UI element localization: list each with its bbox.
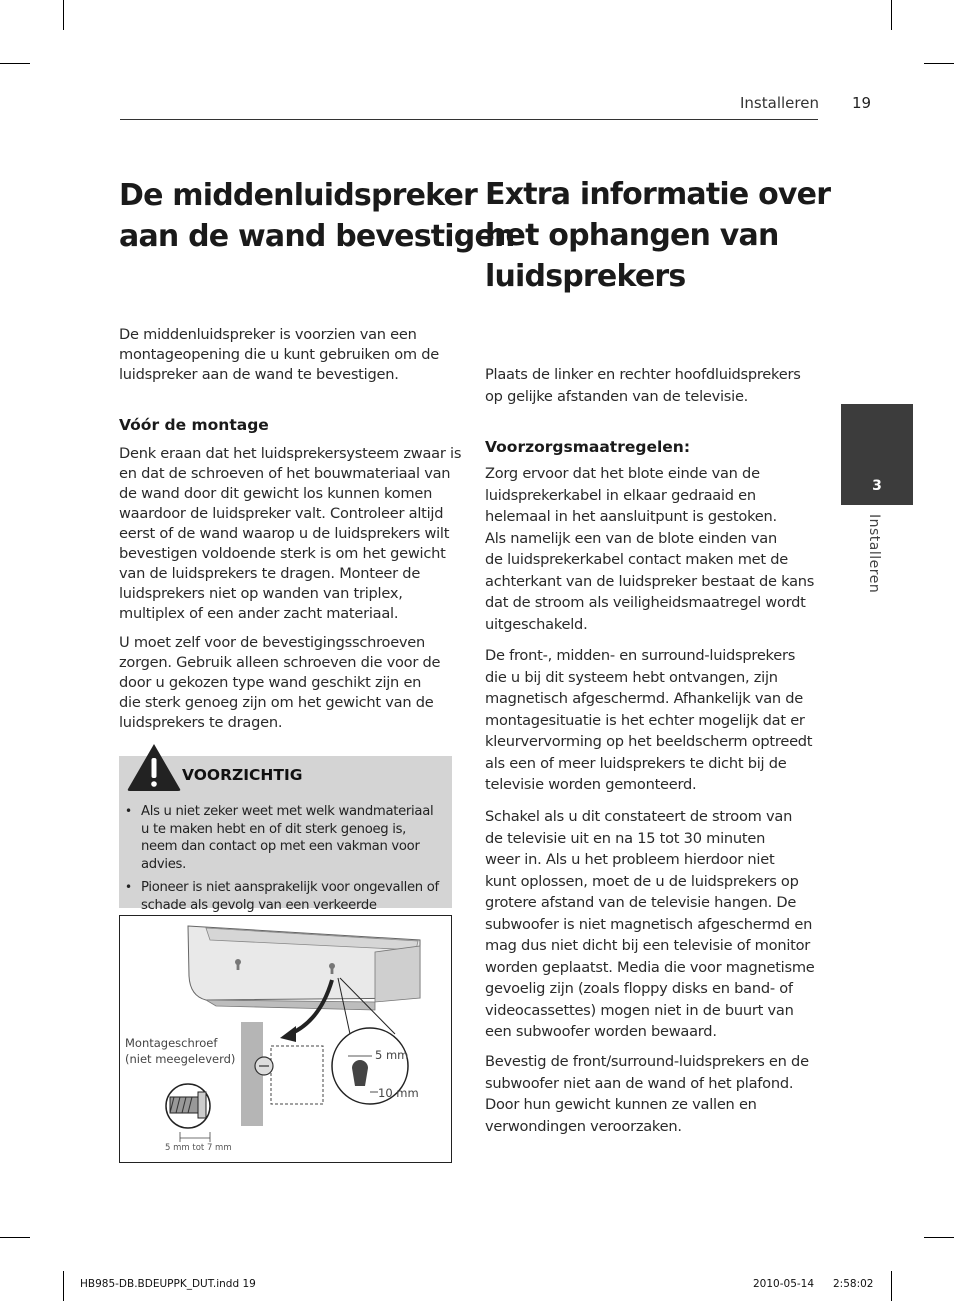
right-subheading: Voorzorgsmaatregelen: (485, 438, 691, 456)
right-paragraph-2: De front-, midden- en surround-luidsprekers die u bij dit systeem hebt ontvangen, zijn magnetisch afgeschermd. Afhankelijk van de montagesituatie is het echter mogelijk dat er kleurvervorming op het beeldscherm optreedt als een of meer luidsprekers te dicht bij de televisie worden gemonteerd. (485, 647, 813, 793)
footer-date: 2010-05-14 (753, 1278, 815, 1290)
screw-label: Montageschroef (niet meegeleverd) (125, 1036, 236, 1066)
title-line: het ophangen van (485, 218, 779, 253)
footer-filename: HB985-DB.BDEUPPK_DUT.indd 19 (80, 1278, 256, 1290)
crop-mark (0, 63, 30, 64)
right-paragraph-4: Bevestig de front/surround-luidsprekers en de subwoofer niet aan de wand of het plafond. Door hun gewicht kunnen ze vallen en verwondingen veroorzaken. (485, 1053, 809, 1135)
right-paragraph-3: Schakel als u dit constateert de stroom van de televisie uit en na 15 tot 30 minuten weer in. Als u het probleem hierdoor niet kunt oplossen, moet de u de luidsprekers op grotere afstand van de televisie hangen. De subwoofer is niet magnetisch afgeschermd en mag dus niet dicht bij een televisie of monitor worden geplaatst. Media die voor magnetisme gevoelig zijn (zoals floppy disks en band- of videocassettes) mogen niet in de buurt van een subwoofer worden bewaard. (485, 808, 815, 1040)
crop-mark (891, 1271, 892, 1301)
mounting-figure (119, 915, 452, 1163)
caution-item: • Als u niet zeker weet met welk wandmateriaal u te maken hebt en of dit sterk genoeg is, neem dan contact op met een vakman voor advies. (119, 803, 441, 873)
title-line: aan de wand bevestigen (119, 219, 515, 254)
crop-mark (63, 1271, 64, 1301)
left-intro: De middenluidspreker is voorzien van een montageopening die u kunt gebruiken om de luidspreker aan de wand te bevestigen. (119, 326, 439, 383)
running-header-section: Installeren (740, 94, 819, 112)
left-paragraph-2: U moet zelf voor de bevestigingsschroeven zorgen. Gebruik alleen schroeven die voor de door u gekozen type wand geschikt zijn en die sterk genoeg zijn om het gewicht van de luidsprekers te dragen. (119, 634, 441, 731)
caution-item: • Pioneer is niet aansprakelijk voor ongevallen of schade als gevolg van een verkeerde (119, 879, 441, 932)
header-rule (120, 119, 818, 120)
crop-mark (63, 0, 64, 30)
title-line: De middenluidspreker (119, 178, 478, 213)
right-paragraph-1: Zorg ervoor dat het blote einde van de luidsprekerkabel in elkaar gedraaid en helemaal in het aansluitpunt is gestoken. Als namelijk een van de blote einden van de luidsprekerkabel contact maken met de achterkant van de luidspreker bestaat de kans dat de stroom als veiligheidsmaatregel wordt uitgeschakeld. (485, 465, 815, 633)
dimension-screw: 5 mm tot 7 mm (165, 1143, 232, 1153)
crop-mark (924, 1237, 954, 1238)
footer-time: 2:58:02 (833, 1278, 874, 1290)
right-intro: Plaats de linker en rechter hoofdluidsprekers op gelijke afstanden van de televisie. (485, 366, 801, 405)
warning-triangle-icon (126, 742, 182, 792)
caution-title: VOORZICHTIG (182, 766, 303, 784)
crop-mark (0, 1237, 30, 1238)
crop-mark (891, 0, 892, 30)
dimension-length: 10 mm (378, 1086, 419, 1100)
left-paragraph-1: Denk eraan dat het luidsprekersysteem zwaar is en dat de schroeven of het bouwmateriaal van de wand door dit gewicht los kunnen komen waardoor de luidspreker valt. Controleer altijd eerst of de wand waarop u de luidsprekers wilt bevestigen voldoende sterk is om het gewicht van de luidsprekers te dragen. Monteer de luidsprekers niet op wanden van triplex, multiplex of een ander zacht materiaal. (119, 445, 462, 622)
title-line: luidsprekers (485, 259, 686, 294)
chapter-number: 3 (872, 478, 882, 494)
dimension-head: 5 mm (375, 1048, 409, 1062)
crop-mark (924, 63, 954, 64)
page-number: 19 (852, 94, 872, 112)
left-subheading: Vóór de montage (119, 416, 269, 434)
chapter-label: Installeren (866, 514, 882, 594)
right-section-title (485, 174, 830, 297)
title-line: Extra informatie over (485, 177, 831, 212)
left-section-title (119, 175, 515, 257)
